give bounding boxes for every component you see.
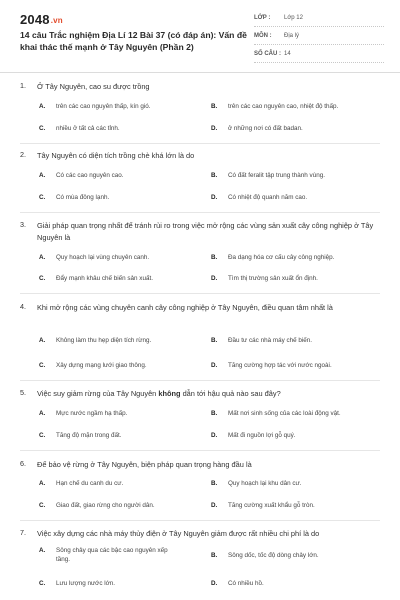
meta-row-subject: [254, 31, 384, 45]
option-key: A.: [39, 254, 46, 261]
option-text: Tăng cường hợp tác với nước ngoài.: [228, 362, 332, 369]
question-text: Giải pháp quan trọng nhất để tránh rủi ro trong việc mở rộng các vùng sản xuất cây công nghiệp ở Tây Nguyên là: [37, 221, 374, 242]
question-number: 7.: [20, 528, 26, 537]
question-text-part: Việc suy giảm rừng của Tây Nguyên: [37, 389, 159, 398]
option-text: Hạn chế du canh du cư.: [56, 480, 124, 487]
site-logo[interactable]: [20, 12, 63, 27]
option-key: A.: [39, 547, 46, 554]
option-text: Sông chảy qua các bậc cao nguyên xếp tầng.: [56, 547, 168, 563]
option-key: A.: [39, 410, 46, 417]
question-divider: [20, 293, 380, 294]
option-text: Đầu tư các nhà máy chế biến.: [228, 337, 313, 344]
option-text: Tìm thị trường sản xuất ổn định.: [228, 275, 318, 282]
meta-value[interactable]: Lớp 12: [284, 15, 303, 21]
question-number: 2.: [20, 150, 26, 159]
option-text: nhiều ở tất cả các tỉnh.: [56, 125, 120, 132]
question-text: [37, 388, 377, 400]
option-key: D.: [211, 432, 218, 439]
option-key: D.: [211, 362, 218, 369]
option-text: ở những nơi có đất badan.: [228, 125, 303, 132]
question-divider: [20, 380, 380, 381]
option-key: D.: [211, 125, 218, 132]
option-text: Mất nơi sinh sống của các loài động vật.: [228, 410, 341, 417]
option-key: B.: [211, 172, 218, 179]
question-text: Việc xây dựng các nhà máy thủy điện ở Tây Nguyên giảm được rất nhiều chi phí là do: [37, 529, 320, 538]
option-text: Tăng độ mặn trong đất.: [56, 432, 122, 439]
question-text: Tây Nguyên có diện tích trồng chè khá lớn là do: [37, 151, 195, 160]
meta-label: MÔN :: [254, 33, 272, 39]
question-number: 5.: [20, 388, 26, 397]
option-key: C.: [39, 125, 46, 132]
meta-label: LỚP :: [254, 15, 271, 21]
option-text: Có đất feralit tập trung thành vùng.: [228, 172, 325, 179]
meta-row-count: [254, 49, 384, 63]
option-key: D.: [211, 580, 218, 587]
meta-row-class: [254, 13, 384, 27]
option-key: B.: [211, 103, 218, 110]
question-text: Ở Tây Nguyên, cao su được trồng: [37, 82, 150, 91]
option-key: B.: [211, 254, 218, 261]
option-text: Quy hoạch lại vùng chuyên canh.: [56, 254, 150, 261]
option-key: B.: [211, 552, 218, 559]
meta-value: 14: [284, 51, 291, 57]
option-text: Mực nước ngầm hạ thấp.: [56, 410, 128, 417]
option-key: A.: [39, 480, 46, 487]
option-key: B.: [211, 337, 218, 344]
option-key: C.: [39, 194, 46, 201]
option-key: C.: [39, 275, 46, 282]
option-key: A.: [39, 172, 46, 179]
option-key: C.: [39, 580, 46, 587]
option-text: Đẩy mạnh khâu chế biến sản xuất.: [56, 275, 153, 282]
question-text: Để bảo vệ rừng ở Tây Nguyên, biện pháp quan trọng hàng đầu là: [37, 460, 252, 469]
question-divider: [20, 520, 380, 521]
option-text: Giao đất, giao rừng cho người dân.: [56, 502, 155, 509]
quiz-meta: [254, 13, 384, 67]
meta-value[interactable]: Địa lý: [284, 33, 300, 39]
question-emphasis: không: [158, 389, 181, 398]
option-key: B.: [211, 410, 218, 417]
meta-label: SỐ CÂU :: [254, 51, 281, 57]
option-text: Có nhiều hồ.: [228, 580, 264, 587]
option-key: C.: [39, 502, 46, 509]
option-key: D.: [211, 275, 218, 282]
option-key: B.: [211, 480, 218, 487]
logo-suffix: .vn: [50, 16, 63, 25]
option-text: Có mùa đông lạnh.: [56, 194, 110, 201]
question-divider: [20, 212, 380, 213]
option-key: D.: [211, 502, 218, 509]
option-text: Đa dạng hóa cơ cấu cây công nghiệp.: [228, 254, 335, 261]
option-text: Có nhiệt độ quanh năm cao.: [228, 194, 308, 201]
option-text: trên các cao nguyên thấp, kín gió.: [56, 103, 151, 110]
option-key: C.: [39, 362, 46, 369]
question-divider: [20, 450, 380, 451]
option-text: Sông dốc, tốc độ dòng chảy lớn.: [228, 552, 319, 559]
question-divider: [20, 143, 380, 144]
question-text: Khi mở rộng các vùng chuyên canh cây công nghiệp ở Tây Nguyên, điều quan tâm nhất là: [37, 303, 333, 312]
logo-text: 2048: [20, 12, 50, 27]
option-text: Có các cao nguyên cao.: [56, 172, 124, 179]
page-title: 14 câu Trắc nghiệm Địa Lí 12 Bài 37 (có đáp án): Vấn đề khai thác thế mạnh ở Tây Nguyên (Phần 2): [20, 30, 247, 52]
option-key: C.: [39, 432, 46, 439]
question-text-part: dẫn tới hậu quả nào sau đây?: [180, 389, 281, 398]
option-text: Xây dựng mạng lưới giao thông.: [56, 362, 147, 369]
question-number: 4.: [20, 302, 26, 311]
option-text: Tăng cường xuất khẩu gỗ tròn.: [228, 502, 315, 509]
option-text: Quy hoạch lại khu dân cư.: [228, 480, 302, 487]
question-number: 3.: [20, 220, 26, 229]
option-key: A.: [39, 103, 46, 110]
question-number: 6.: [20, 459, 26, 468]
option-text: Lưu lượng nước lớn.: [56, 580, 115, 587]
header-divider: [0, 72, 400, 73]
option-text: Mất đi nguồn lợi gỗ quý.: [228, 432, 296, 439]
question-number: 1.: [20, 81, 26, 90]
option-key: A.: [39, 337, 46, 344]
option-text: trên các cao nguyên cao, nhiệt độ thấp.: [228, 103, 339, 110]
option-key: D.: [211, 194, 218, 201]
page-header: [0, 0, 400, 66]
option-text: Không làm thu hẹp diện tích rừng.: [56, 337, 152, 344]
